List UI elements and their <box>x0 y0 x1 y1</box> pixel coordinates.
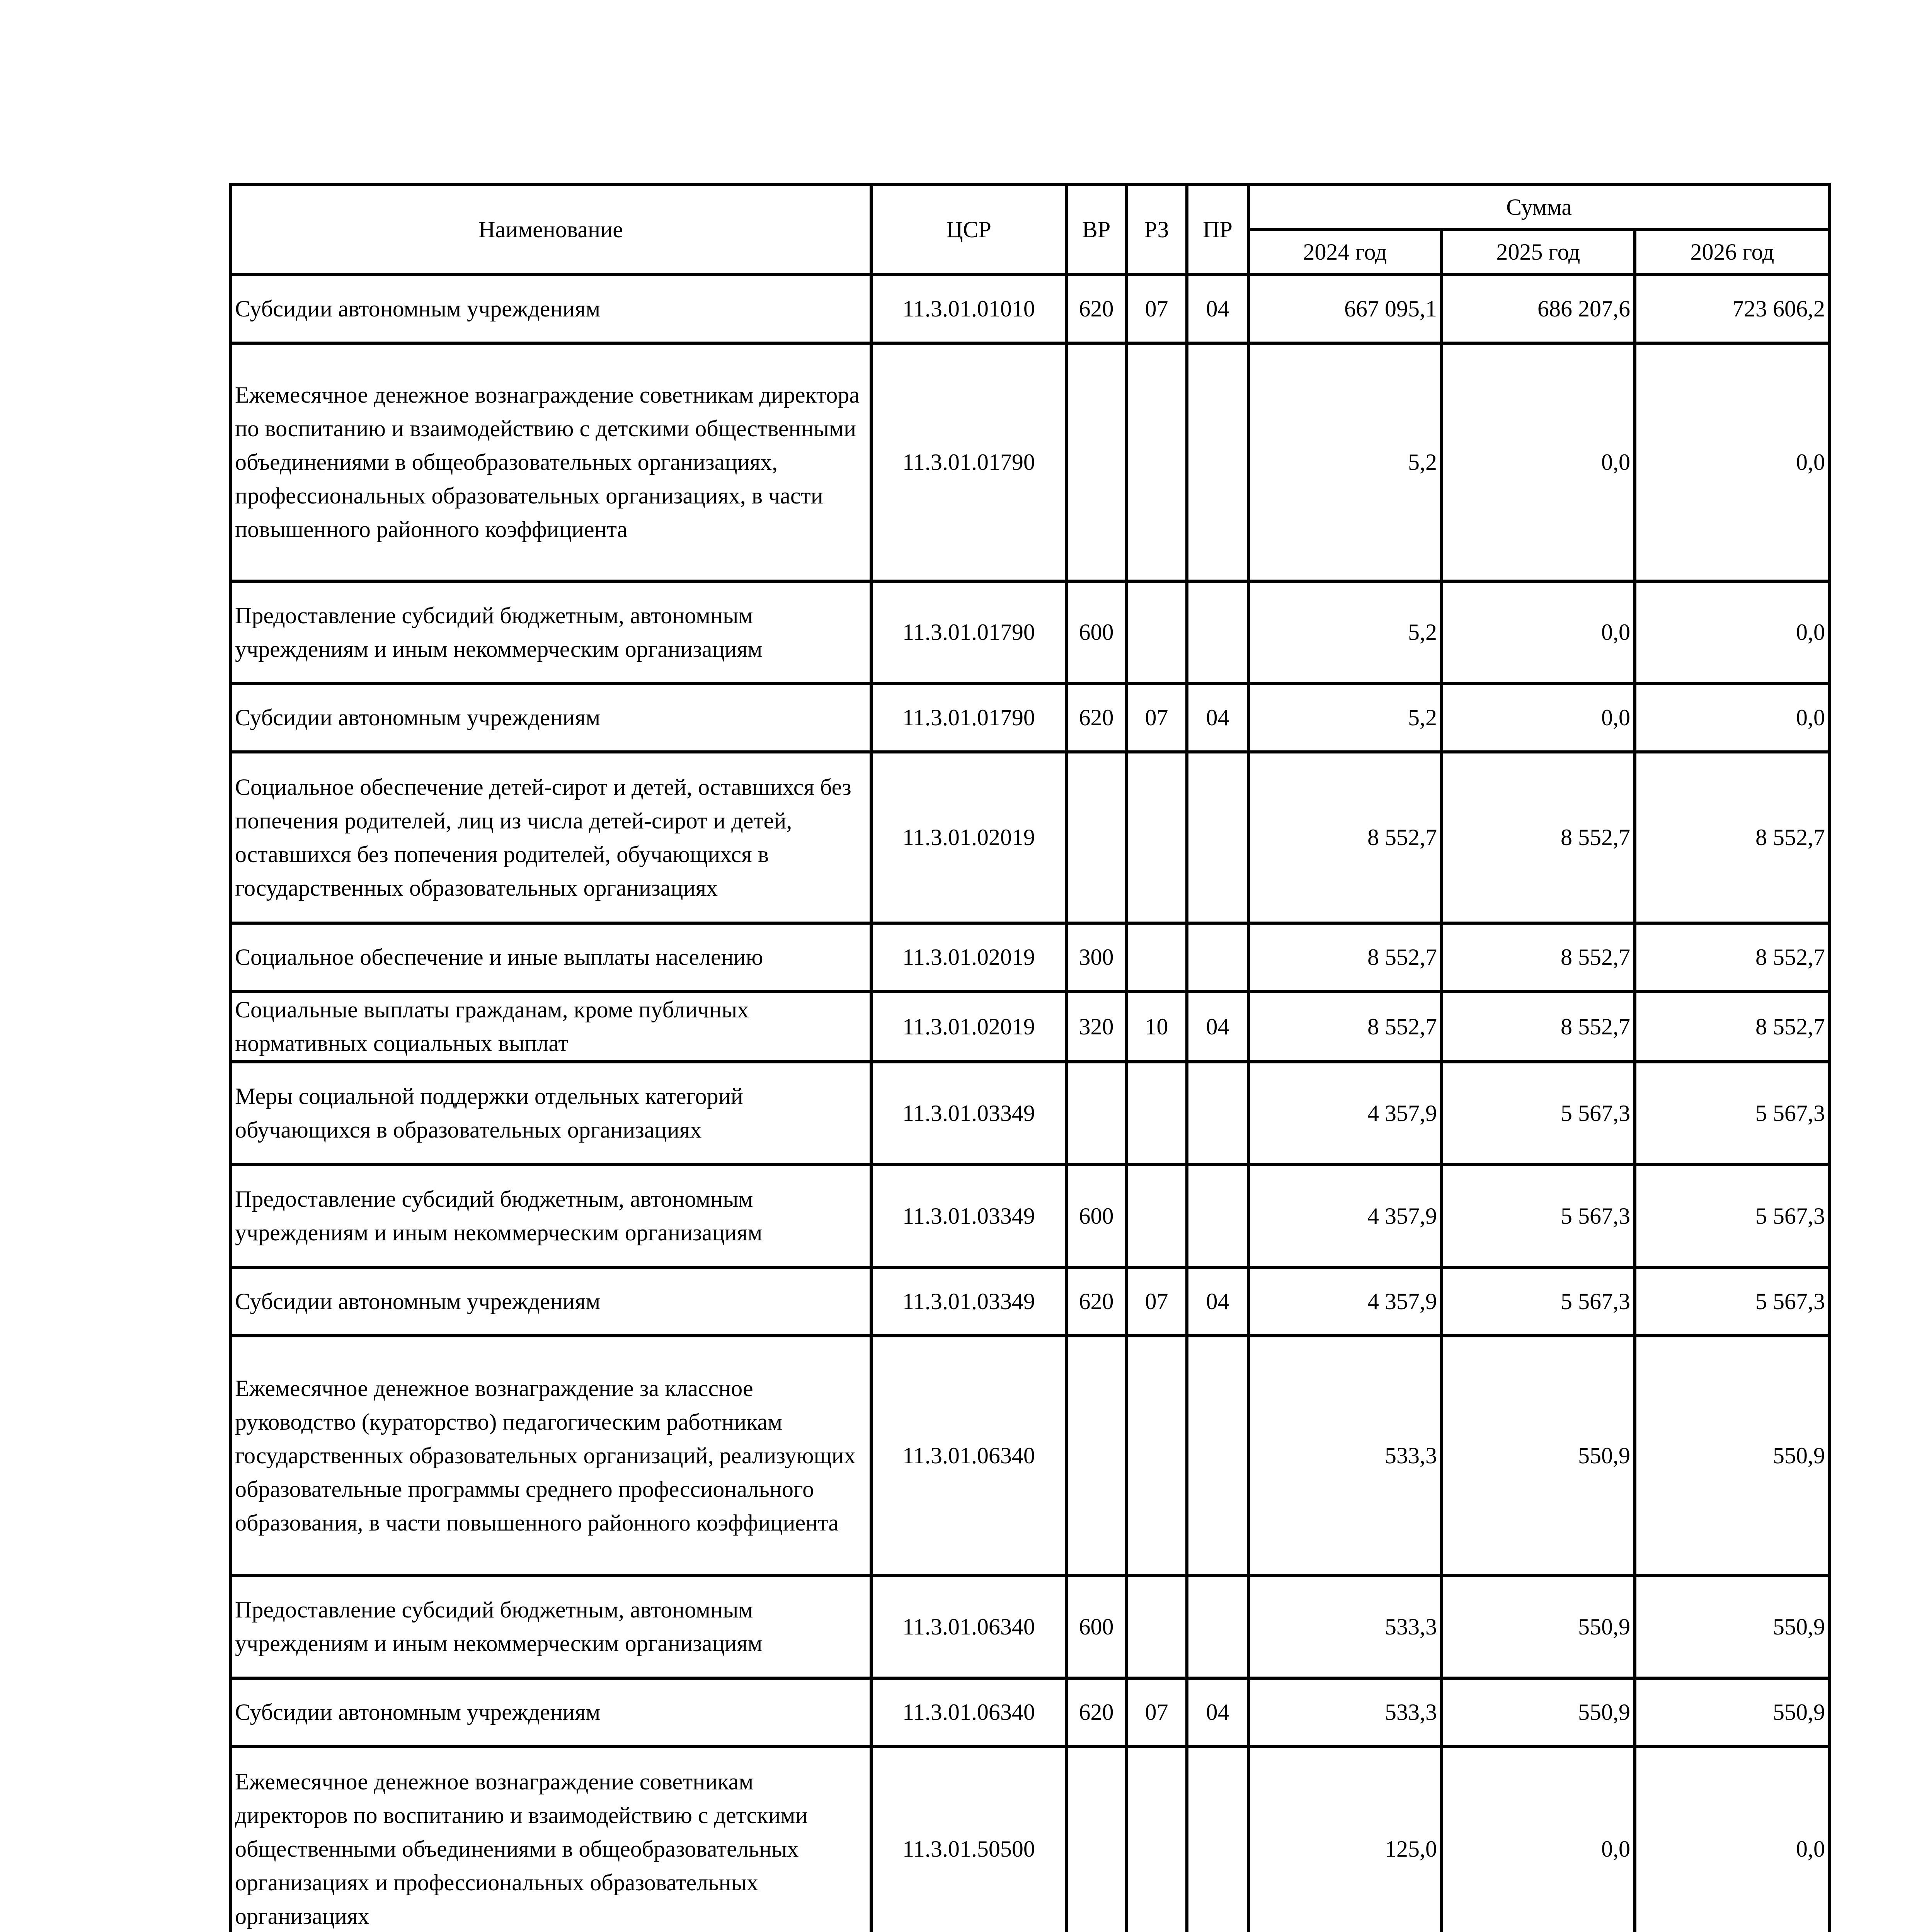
header-pr: ПР <box>1187 185 1248 274</box>
cell-csr: 11.3.01.06340 <box>871 1678 1066 1747</box>
cell-name: Социальное обеспечение и иные выплаты населению <box>230 923 871 992</box>
cell-2026: 8 552,7 <box>1635 992 1830 1062</box>
cell-pr <box>1187 1336 1248 1575</box>
cell-vr <box>1066 1336 1126 1575</box>
cell-vr: 600 <box>1066 581 1126 684</box>
cell-vr: 620 <box>1066 1267 1126 1336</box>
cell-pr <box>1187 343 1248 581</box>
cell-2025: 0,0 <box>1442 1747 1635 1932</box>
cell-pr <box>1187 752 1248 923</box>
cell-2026: 0,0 <box>1635 581 1830 684</box>
cell-csr: 11.3.01.03349 <box>871 1267 1066 1336</box>
cell-2024: 5,2 <box>1248 684 1442 752</box>
cell-rz <box>1126 1747 1187 1932</box>
cell-csr: 11.3.01.02019 <box>871 992 1066 1062</box>
cell-rz: 10 <box>1126 992 1187 1062</box>
cell-pr: 04 <box>1187 684 1248 752</box>
cell-2025: 686 207,6 <box>1442 274 1635 343</box>
cell-vr: 600 <box>1066 1165 1126 1267</box>
header-row <box>230 185 1830 230</box>
cell-rz <box>1126 1062 1187 1165</box>
header-2025: 2025 год <box>1442 230 1635 274</box>
cell-2026: 550,9 <box>1635 1336 1830 1575</box>
cell-name: Субсидии автономным учреждениям <box>230 1267 871 1336</box>
cell-rz: 07 <box>1126 1267 1187 1336</box>
cell-2025: 5 567,3 <box>1442 1267 1635 1336</box>
cell-vr: 600 <box>1066 1575 1126 1678</box>
header-sum: Сумма <box>1248 185 1830 230</box>
table-row <box>230 1747 1830 1932</box>
cell-name: Меры социальной поддержки отдельных категорий обучающихся в образовательных организациях <box>230 1062 871 1165</box>
cell-csr: 11.3.01.02019 <box>871 923 1066 992</box>
cell-2025: 0,0 <box>1442 581 1635 684</box>
cell-name: Ежемесячное денежное вознаграждение советникам директоров по воспитанию и взаимодействию с детскими общественными объединениями в общеобразовательных организациях и профессиональных образовательных организациях <box>230 1747 871 1932</box>
cell-name: Социальное обеспечение детей-сирот и детей, оставшихся без попечения родителей, лиц из числа детей-сирот и детей, оставшихся без попечения родителей, обучающихся в государственных образовательных организациях <box>230 752 871 923</box>
cell-2026: 5 567,3 <box>1635 1062 1830 1165</box>
cell-csr: 11.3.01.06340 <box>871 1336 1066 1575</box>
cell-pr: 04 <box>1187 1267 1248 1336</box>
cell-2025: 0,0 <box>1442 343 1635 581</box>
cell-rz <box>1126 752 1187 923</box>
cell-csr: 11.3.01.02019 <box>871 752 1066 923</box>
table-row <box>230 992 1830 1062</box>
cell-2025: 8 552,7 <box>1442 923 1635 992</box>
cell-rz <box>1126 923 1187 992</box>
table-row <box>230 752 1830 923</box>
cell-csr: 11.3.01.01790 <box>871 343 1066 581</box>
cell-2024: 4 357,9 <box>1248 1062 1442 1165</box>
table-body <box>230 274 1830 1932</box>
cell-pr <box>1187 1575 1248 1678</box>
table-row <box>230 1267 1830 1336</box>
cell-vr: 320 <box>1066 992 1126 1062</box>
cell-2026: 0,0 <box>1635 343 1830 581</box>
table-row <box>230 581 1830 684</box>
header-2024: 2024 год <box>1248 230 1442 274</box>
cell-2026: 550,9 <box>1635 1575 1830 1678</box>
cell-2025: 550,9 <box>1442 1678 1635 1747</box>
cell-2024: 8 552,7 <box>1248 923 1442 992</box>
cell-csr: 11.3.01.06340 <box>871 1575 1066 1678</box>
cell-vr <box>1066 1747 1126 1932</box>
cell-2024: 4 357,9 <box>1248 1165 1442 1267</box>
cell-vr: 620 <box>1066 1678 1126 1747</box>
cell-pr <box>1187 581 1248 684</box>
cell-2024: 8 552,7 <box>1248 992 1442 1062</box>
cell-pr: 04 <box>1187 992 1248 1062</box>
header-name: Наименование <box>230 185 871 274</box>
cell-rz <box>1126 581 1187 684</box>
cell-2024: 4 357,9 <box>1248 1267 1442 1336</box>
cell-csr: 11.3.01.03349 <box>871 1165 1066 1267</box>
cell-rz <box>1126 1575 1187 1678</box>
cell-2025: 8 552,7 <box>1442 992 1635 1062</box>
cell-2024: 125,0 <box>1248 1747 1442 1932</box>
cell-vr <box>1066 1062 1126 1165</box>
table-row <box>230 1062 1830 1165</box>
cell-2025: 5 567,3 <box>1442 1165 1635 1267</box>
cell-2024: 533,3 <box>1248 1575 1442 1678</box>
cell-rz <box>1126 1336 1187 1575</box>
table-row <box>230 1678 1830 1747</box>
cell-2024: 8 552,7 <box>1248 752 1442 923</box>
cell-name: Субсидии автономным учреждениям <box>230 274 871 343</box>
cell-2026: 8 552,7 <box>1635 923 1830 992</box>
header-rz: РЗ <box>1126 185 1187 274</box>
cell-name: Социальные выплаты гражданам, кроме публичных нормативных социальных выплат <box>230 992 871 1062</box>
table-row <box>230 1336 1830 1575</box>
header-csr: ЦСР <box>871 185 1066 274</box>
cell-rz <box>1126 343 1187 581</box>
cell-name: Субсидии автономным учреждениям <box>230 1678 871 1747</box>
cell-2024: 5,2 <box>1248 343 1442 581</box>
cell-rz: 07 <box>1126 684 1187 752</box>
cell-2026: 0,0 <box>1635 1747 1830 1932</box>
cell-name: Субсидии автономным учреждениям <box>230 684 871 752</box>
table-row <box>230 684 1830 752</box>
cell-vr: 620 <box>1066 274 1126 343</box>
cell-csr: 11.3.01.01010 <box>871 274 1066 343</box>
cell-name: Ежемесячное денежное вознаграждение советникам директора по воспитанию и взаимодействию с детскими общественными объединениями в общеобразовательных организациях, профессиональных образовательных организациях, в части повышенного районного коэффициента <box>230 343 871 581</box>
cell-2026: 550,9 <box>1635 1678 1830 1747</box>
table-row <box>230 1165 1830 1267</box>
cell-2024: 5,2 <box>1248 581 1442 684</box>
budget-table <box>229 183 1831 1932</box>
cell-name: Предоставление субсидий бюджетным, автономным учреждениям и иным некоммерческим организациям <box>230 581 871 684</box>
cell-pr <box>1187 1747 1248 1932</box>
cell-pr: 04 <box>1187 1678 1248 1747</box>
cell-2024: 533,3 <box>1248 1336 1442 1575</box>
cell-vr <box>1066 752 1126 923</box>
cell-2025: 5 567,3 <box>1442 1062 1635 1165</box>
cell-csr: 11.3.01.50500 <box>871 1747 1066 1932</box>
cell-csr: 11.3.01.03349 <box>871 1062 1066 1165</box>
cell-pr <box>1187 1165 1248 1267</box>
cell-2025: 8 552,7 <box>1442 752 1635 923</box>
cell-2026: 8 552,7 <box>1635 752 1830 923</box>
cell-csr: 11.3.01.01790 <box>871 684 1066 752</box>
cell-2026: 0,0 <box>1635 684 1830 752</box>
header-2026: 2026 год <box>1635 230 1830 274</box>
cell-rz <box>1126 1165 1187 1267</box>
cell-2024: 533,3 <box>1248 1678 1442 1747</box>
cell-name: Предоставление субсидий бюджетным, автономным учреждениям и иным некоммерческим организациям <box>230 1165 871 1267</box>
cell-pr: 04 <box>1187 274 1248 343</box>
table-row <box>230 923 1830 992</box>
cell-2026: 723 606,2 <box>1635 274 1830 343</box>
cell-2025: 0,0 <box>1442 684 1635 752</box>
cell-rz: 07 <box>1126 274 1187 343</box>
cell-vr: 620 <box>1066 684 1126 752</box>
cell-2025: 550,9 <box>1442 1575 1635 1678</box>
table-row <box>230 1575 1830 1678</box>
cell-pr <box>1187 923 1248 992</box>
table-row <box>230 274 1830 343</box>
cell-name: Ежемесячное денежное вознаграждение за классное руководство (кураторство) педагогическим работникам государственных образовательных организаций, реализующих образовательные программы среднего профессионального образования, в части повышенного районного коэффициента <box>230 1336 871 1575</box>
cell-rz: 07 <box>1126 1678 1187 1747</box>
cell-name: Предоставление субсидий бюджетным, автономным учреждениям и иным некоммерческим организациям <box>230 1575 871 1678</box>
cell-pr <box>1187 1062 1248 1165</box>
cell-csr: 11.3.01.01790 <box>871 581 1066 684</box>
cell-vr: 300 <box>1066 923 1126 992</box>
cell-2024: 667 095,1 <box>1248 274 1442 343</box>
header-vr: ВР <box>1066 185 1126 274</box>
cell-vr <box>1066 343 1126 581</box>
table-row <box>230 343 1830 581</box>
cell-2025: 550,9 <box>1442 1336 1635 1575</box>
cell-2026: 5 567,3 <box>1635 1165 1830 1267</box>
cell-2026: 5 567,3 <box>1635 1267 1830 1336</box>
